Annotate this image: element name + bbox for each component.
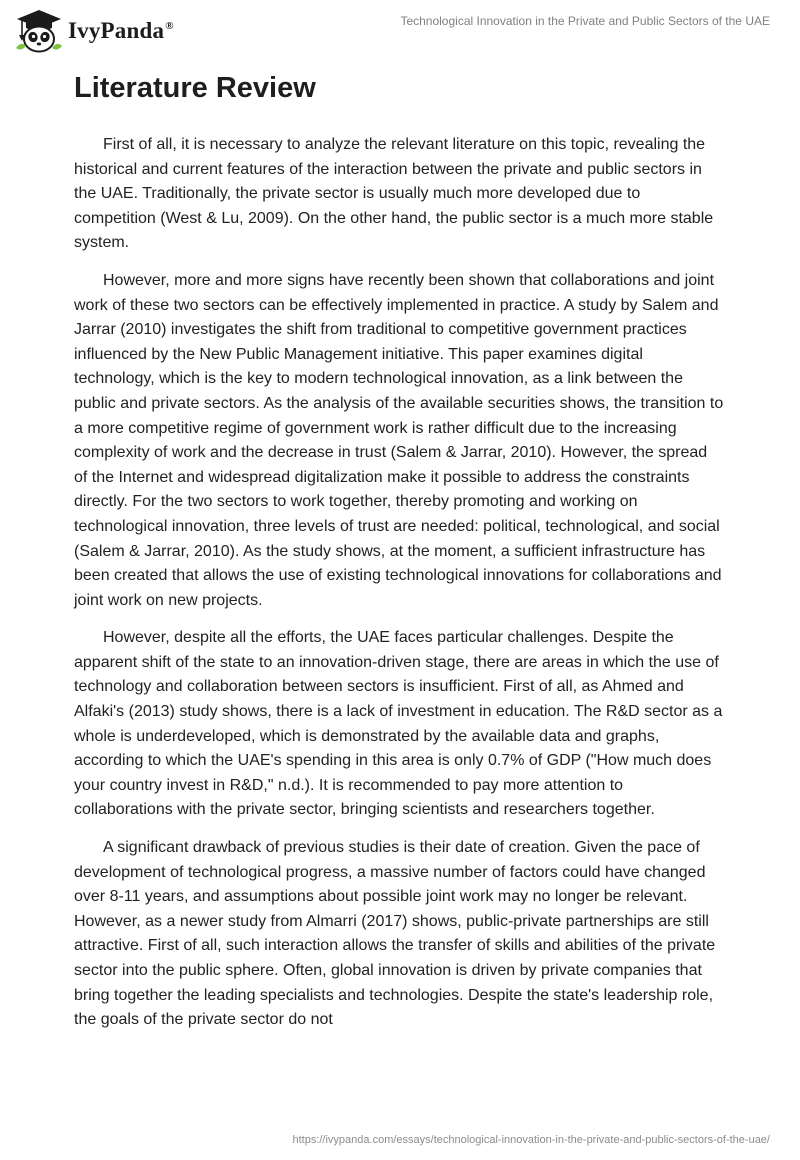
brand-name: IvyPanda® — [68, 18, 174, 43]
panda-graduate-icon — [14, 8, 64, 54]
section-heading: Literature Review — [74, 72, 316, 104]
page-header — [0, 0, 800, 62]
paragraph: However, despite all the efforts, the UAE faces particular challenges. Despite the apparent shift of the state to an innovation-driven stage, there are areas in which the use of technology and collaboration between sectors is insufficient. First of all, as Ahmed and Alfaki's (2013) study shows, there is a lack of investment in education. The R&D sector as a whole is underdeveloped, which is demonstrated by the available data and graphs, according to which the UAE's spending in this area is only 0.7% of GDP ("How much does your country invest in R&D," n.d.). It is recommended to pay more attention to collaborations with the private sector, bringing scientists and researchers together. — [74, 629, 723, 819]
paragraph: First of all, it is necessary to analyze the relevant literature on this topic, revealing the historical and current features of the interaction between the private and public sectors in the UAE. Traditionally, the private sector is usually much more developed due to competition (West & Lu, 2009). On the other hand, the public sector is a much more stable system. — [74, 136, 714, 252]
source-url-link[interactable]: https://ivypanda.com/essays/technological-innovation-in-the-private-and-public-sectors-of-the-uae/ — [292, 1134, 770, 1146]
ivypanda-logo[interactable] — [14, 8, 174, 54]
essay-body — [74, 133, 724, 1046]
paragraph: However, more and more signs have recently been shown that collaborations and joint work of these two sectors can be effectively implemented in practice. A study by Salem and Jarrar (2010) investigates the shift from traditional to competitive government practices influenced by the New Public Management initiative. This paper examines digital technology, which is the key to modern technological innovation, as a link between the public and private sectors. As the analysis of the available securities shows, the transition to a more competitive regime of government work is rather difficult due to the increasing complexity of work and the decrease in trust (Salem & Jarrar, 2010). However, the spread of the Internet and widespread digitalization make it possible to address the constraints directly. For the two sectors to work together, thereby promoting and working on technological innovation, three levels of trust are needed: political, technological, and social (Salem & Jarrar, 2010). As the study shows, at the moment, a sufficient infrastructure has been created that allows the use of existing technological innovations for collaborations and joint work on new projects. — [74, 271, 724, 609]
registered-mark: ® — [165, 20, 174, 33]
paragraph: A significant drawback of previous studies is their date of creation. Given the pace of development of technological progress, a massive number of factors could have changed over 8-11 years, and assumptions about possible joint work may no longer be relevant. However, as a newer study from Almarri (2017) shows, public-private partnerships are still attractive. First of all, such interaction allows the transfer of skills and abilities of the private sector into the public sphere. Often, global innovation is driven by private companies that bring together the leading specialists and technologies. Despite the state's leadership role, the goals of the private sector do not — [74, 839, 716, 1029]
document-title: Technological Innovation in the Private and Public Sectors of the UAE — [400, 14, 770, 28]
